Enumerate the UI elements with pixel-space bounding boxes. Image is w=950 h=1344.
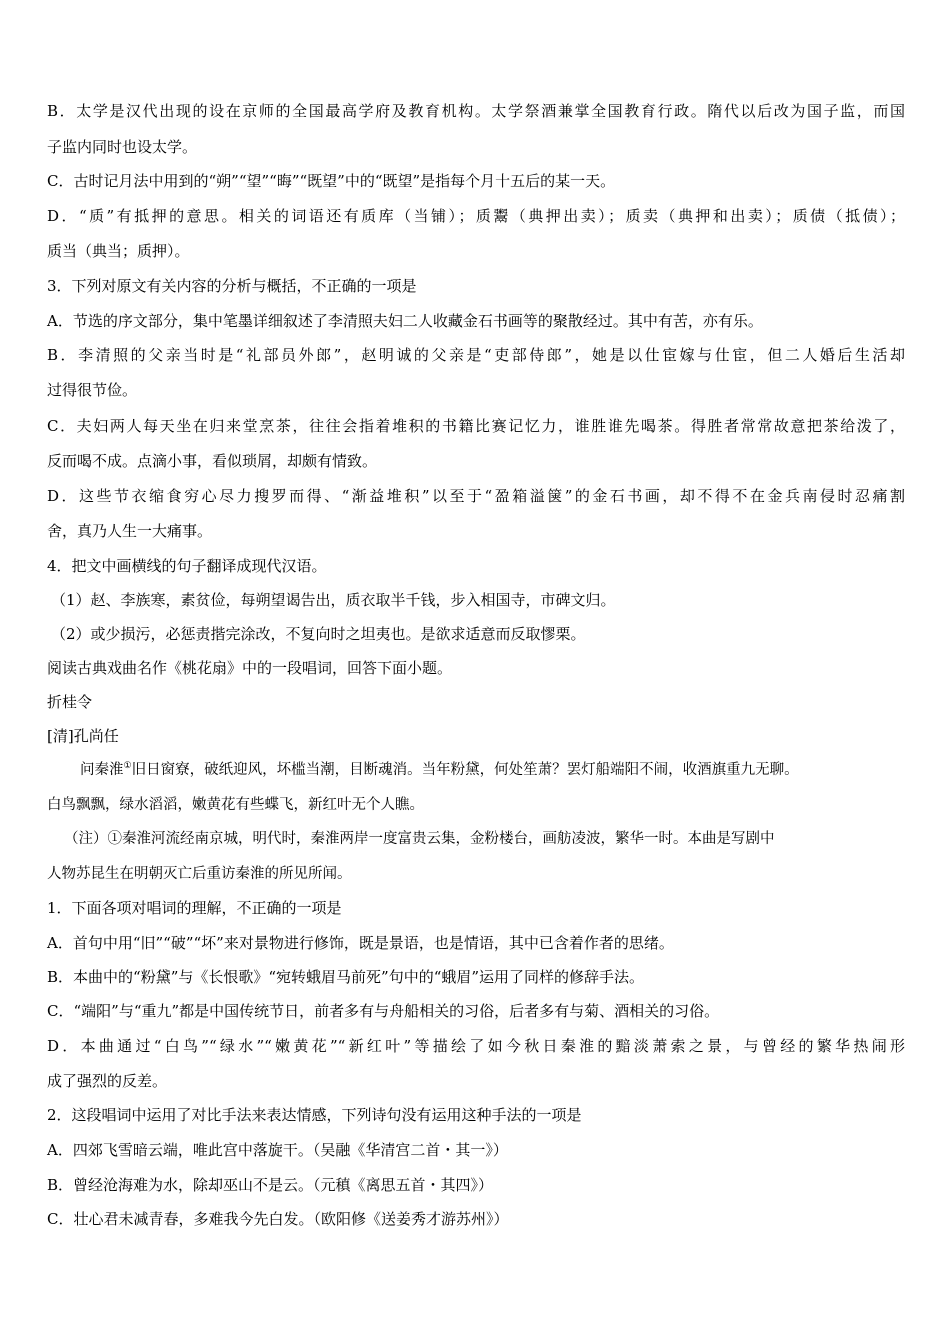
sq1-option-d-line2: 成了强烈的反差。 <box>47 1072 168 1090</box>
poem-line-1-rest: 旧日窗寮，破纸迎风，坏槛当潮，目断魂消。当年粉黛，何处笙萧？罢灯船端阳不闹，收酒旗重九无聊。 <box>131 762 799 778</box>
sq2-option-a: A．四郊飞雪暗云端，唯此宫中落旋干。（吴融《华清宫二首・其一》） <box>47 1141 508 1159</box>
footnote-line-2: 人物苏昆生在明朝灭亡后重访秦淮的所见所闻。 <box>47 866 352 882</box>
q3-option-b-line1: B．李清照的父亲当时是“礼部员外郎”，赵明诚的父亲是“吏部侍郎”，她是以仕宦嫁与仕宦，但二人婚后生活却 <box>47 346 905 364</box>
poem-title: 折桂令 <box>47 693 93 711</box>
poem-author: [清]孔尚任 <box>47 727 119 745</box>
q4-sentence-2: （2）或少损污，必惩责揩完涂改，不复向时之坦夷也。是欲求适意而反取憀栗。 <box>51 625 586 643</box>
sq1-option-a: A．首句中用“旧”“破”“坏”来对景物进行修饰，既是景语，也是情语，其中已含着作者的思绪。 <box>47 934 674 952</box>
sq2-option-c: C．壮心君未减青春，多难我今先白发。（欧阳修《送姜秀才游苏州》） <box>47 1210 509 1228</box>
option-c-jiwang: C．古时记月法中用到的“朔”“望”“晦”“既望”中的“既望”是指每个月十五后的某一天。 <box>47 172 616 190</box>
q3-option-d-line1: D．这些节衣缩食穷心尽力搜罗而得、“渐益堆积”以至于“盈箱溢箧”的金石书画，却不得不在金兵南侵时忍痛割 <box>47 487 905 505</box>
q3-option-b-line2: 过得很节俭。 <box>47 381 138 399</box>
question-3-stem: 3．下列对原文有关内容的分析与概括，不正确的一项是 <box>47 277 417 295</box>
poem-line-1 <box>80 760 799 780</box>
poem-line-1-start: 问秦淮 <box>80 762 124 778</box>
poem-line-2: 白鸟飘飘，绿水滔滔，嫩黄花有些蝶飞，新红叶无个人瞧。 <box>47 797 424 813</box>
option-b-taixue-line2: 子监内同时也设太学。 <box>47 138 198 156</box>
sq1-option-c: C．“端阳”与“重九”都是中国传统节日，前者多有与舟船相关的习俗，后者多有与菊、酒相关的习俗。 <box>47 1002 720 1020</box>
q4-sentence-1: （1）赵、李族寒，素贫俭，每朔望谒告出，质衣取半千钱，步入相国寺，市碑文归。 <box>51 591 616 609</box>
q3-option-c-line1: C．夫妇两人每天坐在归来堂烹茶，往往会指着堆积的书籍比赛记忆力，谁胜谁先喝茶。得胜者常常故意把茶给泼了， <box>47 417 905 435</box>
footnote-marker: ① <box>123 761 132 772</box>
sq1-option-d-line1: D．本曲通过“白鸟”“绿水”“嫩黄花”“新红叶”等描绘了如今秋日秦淮的黯淡萧索之景，与曾经的繁华热闹形 <box>47 1037 905 1055</box>
option-d-zhi-line1: D．“质”有抵押的意思。相关的词语还有质库（当铺）；质鬻（典押出卖）；质卖（典押和出卖）；质债（抵债）； <box>47 207 905 225</box>
reading-instructions: 阅读古典戏曲名作《桃花扇》中的一段唱词，回答下面小题。 <box>47 659 453 677</box>
sq1-option-b: B．本曲中的“粉黛”与《长恨歌》“宛转蛾眉马前死”句中的“蛾眉”运用了同样的修辞手法。 <box>47 968 645 986</box>
q3-option-c-line2: 反而喝不成。点滴小事，看似琐屑，却颇有情致。 <box>47 452 378 470</box>
question-4-stem: 4．把文中画横线的句子翻译成现代汉语。 <box>47 557 327 575</box>
sq2-option-b: B．曾经沧海难为水，除却巫山不是云。（元稹《离思五首・其四》） <box>47 1176 494 1194</box>
q3-option-d-line2: 舍，真乃人生一大痛事。 <box>47 522 213 540</box>
sub-question-1-stem: 1．下面各项对唱词的理解，不正确的一项是 <box>47 899 342 917</box>
footnote-line-1: （注）①秦淮河流经南京城，明代时，秦淮两岸一度富贵云集，金粉楼台，画舫凌波，繁华一时。本曲是写剧中 <box>64 831 775 847</box>
sub-question-2-stem: 2．这段唱词中运用了对比手法来表达情感，下列诗句没有运用这种手法的一项是 <box>47 1106 582 1124</box>
q3-option-a: A．节选的序文部分，集中笔墨详细叙述了李清照夫妇二人收藏金石书画等的聚散经过。其中有苦，亦有乐。 <box>47 312 763 330</box>
option-d-zhi-line2: 质当（典当；质押）。 <box>47 242 190 260</box>
option-b-taixue-line1: B．太学是汉代出现的设在京师的全国最高学府及教育机构。太学祭酒兼掌全国教育行政。隋代以后改为国子监，而国 <box>47 102 905 120</box>
